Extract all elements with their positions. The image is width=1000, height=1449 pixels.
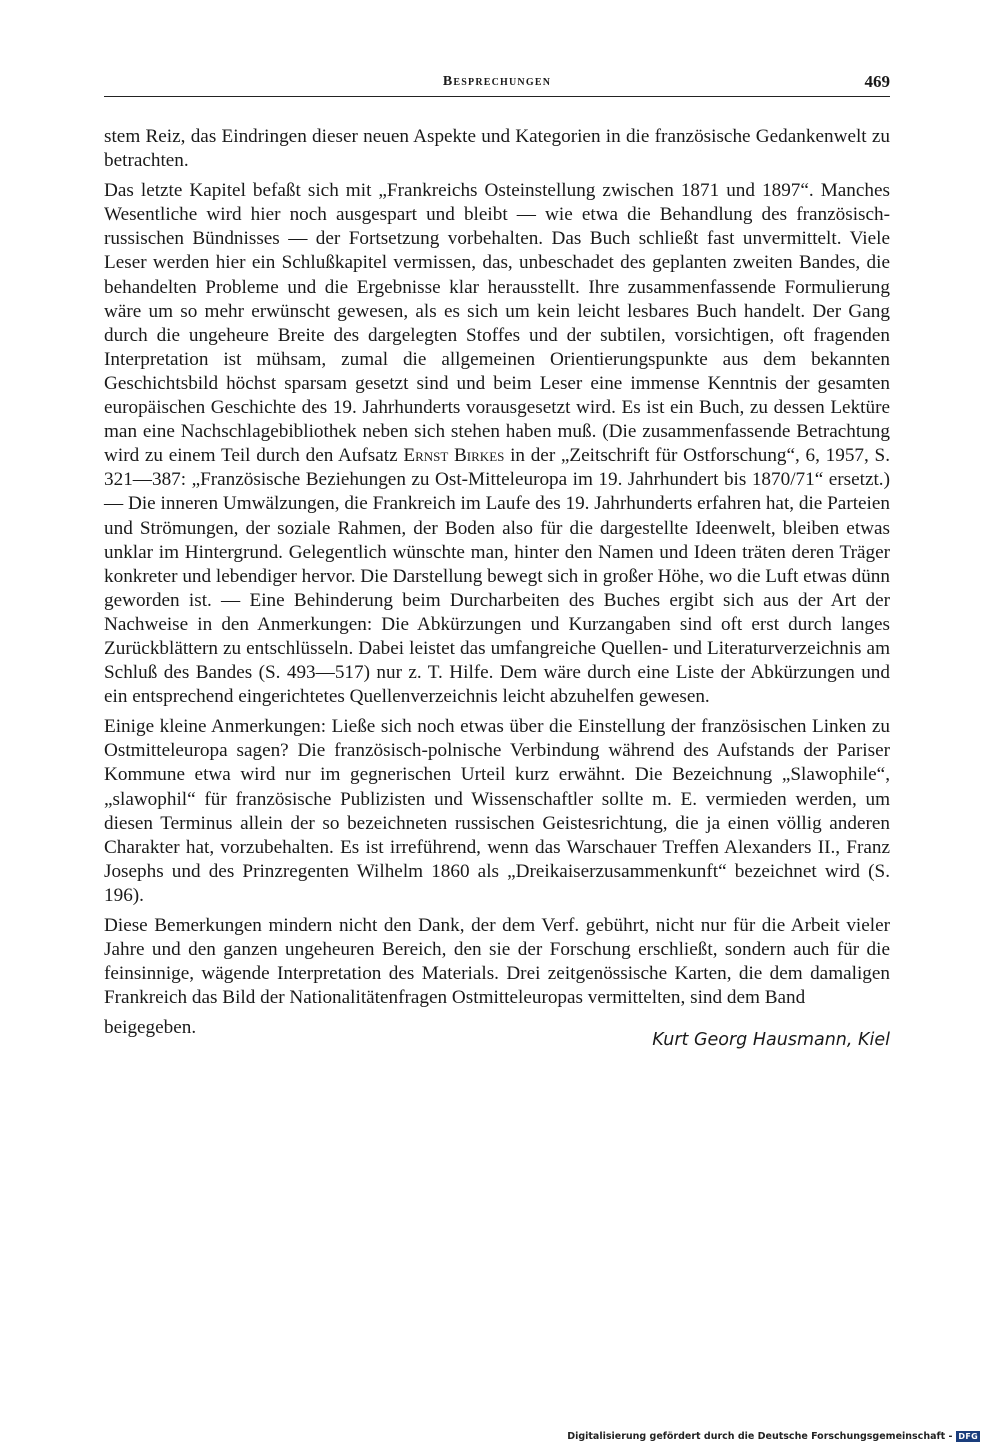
- reviewer-signature: Kurt Georg Hausmann, Kiel: [652, 1030, 890, 1051]
- cited-author: Ernst Birkes: [403, 445, 505, 467]
- closing-line: [104, 1016, 890, 1064]
- paragraph-2: [104, 179, 890, 709]
- paragraph-2-end: in der „Zeitschrift für Ostforschung“, 6, 1957, S. 321—387: „Französische Beziehungen zu Ost-Mitteleuropa im 19. Jahrhundert bis 1870/71“ ersetzt.) — Die inneren Umwälzungen, die Frankreich im Laufe des 19. Jahrhunderts erfahren hat, die Parteien und Strömungen, der soziale Rahmen, der Boden also für die dargestellte Ideenwelt, bleiben etwas unklar im Hintergrund. Gelegentlich wünschte man, hinter den Namen und Ideen träten deren Träger konkreter und lebendiger hervor. Die Darstellung bewegt sich in großer Höhe, wo die Luft etwas dünn geworden ist. — Eine Behinderung beim Durcharbeiten des Buches ergibt sich aus der Art der Nachweise in den Anmerkungen: Die Abkürzungen und Kurzangaben sind oft erst durch langes Zurückblättern zu entschlüsseln. Dabei leistet das umfangreiche Quellen- und Literaturverzeichnis am Schluß des Bandes (S. 493—517) nur z. T. Hilfe. Dem wäre durch eine Liste der Abkürzungen und ein entsprechend eingerichtetes Quellenverzeichnis leicht abzuhelfen gewesen.: [104, 445, 890, 708]
- page-header: [104, 72, 890, 97]
- paragraph-1: stem Reiz, das Eindringen dieser neuen Aspekte und Kategorien in die französische Gedankenwelt zu betrachten.: [104, 126, 890, 172]
- footer-text: Digitalisierung gefördert durch die Deutsche Forschungsgemeinschaft -: [567, 1431, 953, 1442]
- running-title: Besprechungen: [442, 74, 552, 89]
- page-number: 469: [864, 72, 890, 91]
- dfg-logo-icon: DFG: [958, 1432, 978, 1441]
- paragraph-3: Einige kleine Anmerkungen: Ließe sich noch etwas über die Einstellung der französischen Linken zu Ostmitteleuropa sagen? Die französisch-polnische Verbindung während des Aufstands der Pariser Kommune etwa wird nur im gegnerischen Urteil kurz erwähnt. Die Bezeichnung „Slawophile“, „slawophil“ für französische Publizisten und Wissenschaftler sollte m. E. vermieden werden, um diesen Terminus allein der so bezeichneten russischen Geistesrichtung, die ja einen völlig anderen Charakter hat, vorzubehalten. Es ist irreführend, wenn das Warschauer Treffen Alexanders II., Franz Josephs und des Prinzregenten Wilhelm 1860 als „Dreikaiserzusammenkunft“ bezeichnet wird (S. 196).: [104, 716, 890, 906]
- paragraph-4: Diese Bemerkungen mindern nicht den Dank, der dem Verf. gebührt, nicht nur für die Arbeit vieler Jahre und den ganzen ungeheuren Bereich, den sie der Forschung erschließt, sondern auch für die feinsinnige, wägende Interpretation des Materials. Drei zeitgenössische Karten, die dem damaligen Frankreich das Bild der Nationalitätenfragen Ostmitteleuropas vermittelten, sind dem Band: [104, 915, 890, 1009]
- paragraph-2-start: Das letzte Kapitel befaßt sich mit „Frankreichs Osteinstellung zwischen 1871 und 1897“. Manches Wesentliche wird hier noch ausgespart und bleibt — wie etwa die Behandlung des französisch-russischen Bündnisses — der Fortsetzung vorbehalten. Das Buch schließt fast unvermittelt. Viele Leser werden hier ein Schlußkapitel vermissen, das, unbeschadet des geplanten zweiten Bandes, die behandelten Probleme und die Ergebnisse klar herausstellt. Ihre zusammenfassende Formulierung wäre um so mehr erwünscht gewesen, als es sich um kein leicht lesbares Buch handelt. Der Gang durch die ungeheure Breite des dargelegten Stoffes und der subtilen, vorsichtigen, oft fragenden Interpretation ist mühsam, zumal die allgemeinen Orientierungspunkte aus dem bekannten Geschichtsbild höchst sparsam gesetzt sind und beim Leser eine immense Kenntnis der gesamten europäischen Geschichte des 19. Jahrhunderts vorausgesetzt wird. Es ist ein Buch, zu dessen Lektüre man eine Nachschlagebibliothek neben sich stehen haben muß. (Die zusammenfassende Betrachtung wird zu einem Teil durch den Aufsatz: [104, 180, 890, 467]
- digitization-footer: [567, 1431, 980, 1442]
- article-body: [104, 125, 890, 1064]
- closing-word: beigegeben.: [104, 1017, 197, 1039]
